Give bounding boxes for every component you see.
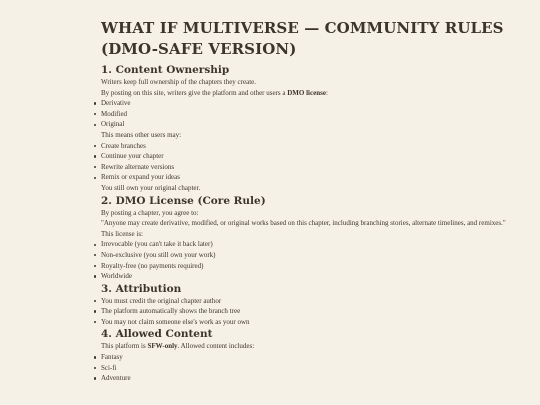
list-item: Irrevocable (you can't take it back later) bbox=[101, 239, 531, 250]
list-item: The platform automatically shows the branch tree bbox=[101, 306, 531, 317]
list-item: You must credit the original chapter author bbox=[101, 296, 531, 307]
list-item: You may not claim someone else's work as your own bbox=[101, 317, 531, 328]
section-attribution bbox=[101, 282, 531, 328]
bold-text: DMO license bbox=[287, 88, 326, 97]
list-item: Original bbox=[101, 119, 531, 130]
list-item: Create branches bbox=[101, 141, 531, 152]
section-heading: 3. Attribution bbox=[101, 282, 182, 295]
list-item: Remix or expand your ideas bbox=[101, 172, 531, 183]
bullet-list bbox=[101, 141, 531, 183]
text-run: This platform is bbox=[101, 342, 148, 351]
list-item: Modified bbox=[101, 109, 531, 120]
section-allowed-content bbox=[101, 327, 531, 383]
text-run: : bbox=[325, 88, 328, 97]
bold-text: SFW-only bbox=[147, 342, 178, 351]
list-item: Continue your chapter bbox=[101, 151, 531, 162]
list-item: Derivative bbox=[101, 98, 531, 109]
paragraph: This means other users may: bbox=[101, 130, 182, 139]
list-item: Rewrite alternate versions bbox=[101, 162, 531, 173]
text-run: . Allowed content includes: bbox=[177, 342, 255, 351]
list-item: Sci-fi bbox=[101, 363, 531, 374]
paragraph: Writers keep full ownership of the chapters they create. bbox=[101, 78, 257, 86]
document-body bbox=[101, 18, 531, 384]
section-heading: 1. Content Ownership bbox=[101, 64, 230, 76]
section-dmo-license bbox=[101, 194, 531, 282]
list-item: Non-exclusive (you still own your work) bbox=[101, 250, 531, 261]
bullet-list bbox=[101, 296, 531, 328]
list-item: Adventure bbox=[101, 373, 531, 384]
text-run: By posting on this site, writers give the platform and other users a bbox=[101, 88, 288, 97]
paragraph: This license is: bbox=[101, 229, 143, 238]
paragraph bbox=[101, 341, 531, 352]
list-item: Fantasy bbox=[101, 352, 531, 363]
license-quote: "Anyone may create derivative, modified, or original works based on this chapter, including branching stories, alternate timelines, and remixes." bbox=[101, 219, 506, 228]
bullet-list bbox=[101, 352, 531, 384]
section-heading: 2. DMO License (Core Rule) bbox=[101, 194, 266, 207]
bullet-list bbox=[101, 239, 531, 281]
bullet-list bbox=[101, 98, 531, 130]
paragraph: By posting a chapter, you agree to: bbox=[101, 208, 199, 217]
list-item: Worldwide bbox=[101, 271, 531, 282]
paragraph bbox=[101, 88, 531, 99]
section-content-ownership bbox=[101, 63, 531, 194]
section-heading: 4. Allowed Content bbox=[101, 328, 213, 341]
page-title: WHAT IF MULTIVERSE — COMMUNITY RULES (DMO-SAFE VERSION) bbox=[101, 19, 504, 58]
paragraph: You still own your original chapter. bbox=[101, 183, 201, 192]
list-item: Royalty-free (no payments required) bbox=[101, 261, 531, 272]
